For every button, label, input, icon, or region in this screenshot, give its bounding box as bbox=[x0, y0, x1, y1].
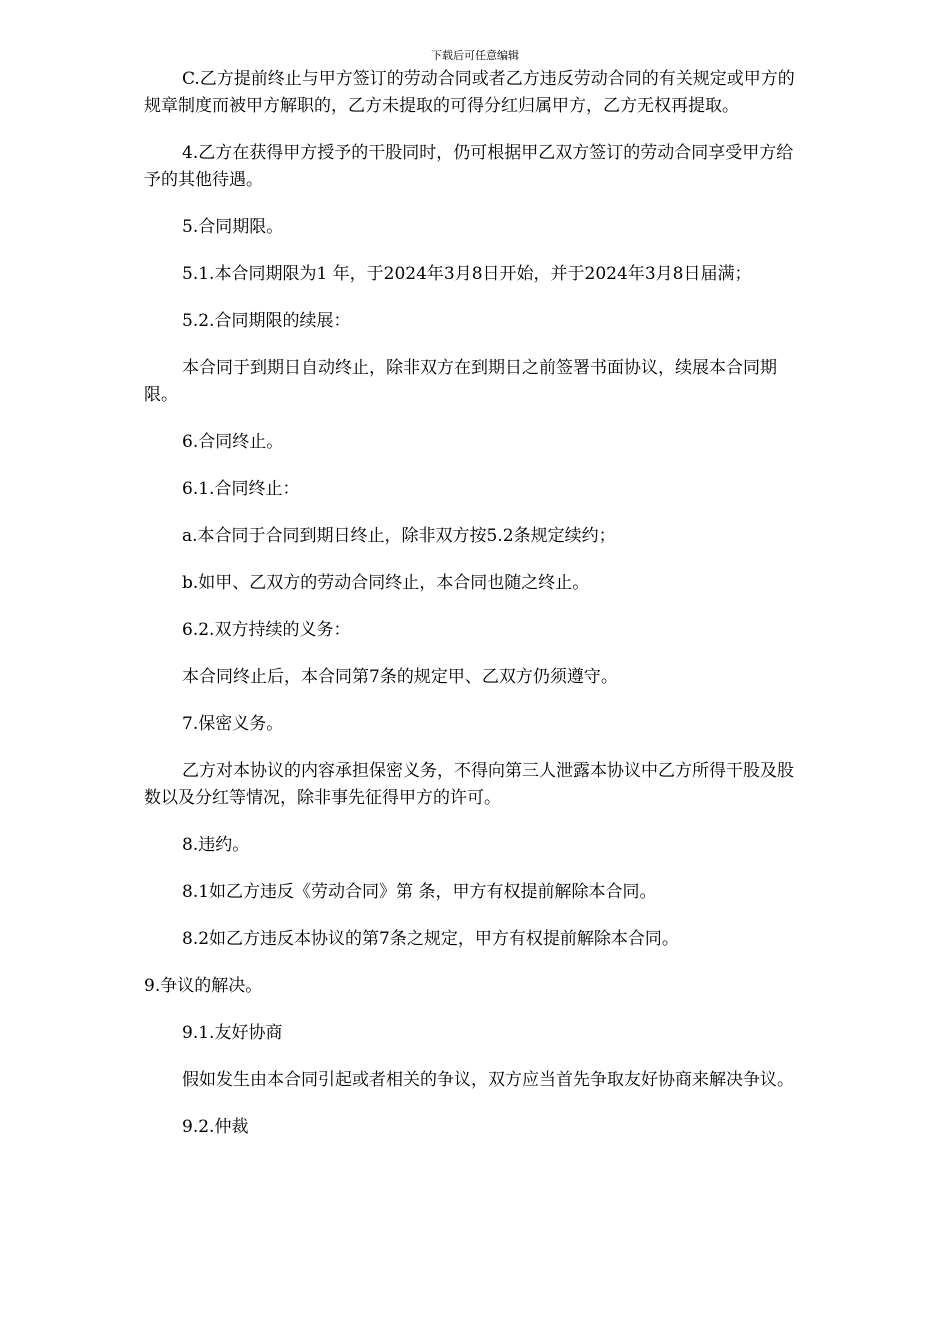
page-header-note: 下载后可任意编辑 bbox=[431, 49, 519, 62]
subsection-heading: 9.2.仲裁 bbox=[182, 1117, 249, 1137]
paragraph: 5.1.本合同期限为1 年，于2024年3月8日开始，并于2024年3月8日届满； bbox=[182, 264, 752, 284]
list-item: b.如甲、乙双方的劳动合同终止，本合同也随之终止。 bbox=[182, 573, 590, 593]
paragraph: 8.2如乙方违反本协议的第7条之规定，甲方有权提前解除本合同。 bbox=[182, 929, 679, 949]
paragraph: 8.1如乙方违反《劳动合同》第 条，甲方有权提前解除本合同。 bbox=[182, 882, 657, 902]
paragraph: 本合同终止后，本合同第7条的规定甲、乙双方仍须遵守。 bbox=[182, 667, 618, 687]
subsection-heading: 5.2.合同期限的续展： bbox=[182, 311, 351, 331]
section-heading: 7.保密义务。 bbox=[182, 714, 284, 734]
paragraph: 4.乙方在获得甲方授予的干股同时，仍可根据甲乙双方签订的劳动合同享受甲方给予的其他待遇。 bbox=[144, 143, 794, 190]
subsection-heading: 9.1.友好协商 bbox=[182, 1023, 283, 1043]
document-body bbox=[144, 66, 808, 1161]
section-heading: 6.合同终止。 bbox=[182, 432, 284, 452]
paragraph: 本合同于到期日自动终止，除非双方在到期日之前签署书面协议，续展本合同期限。 bbox=[144, 358, 777, 405]
section-heading: 5.合同期限。 bbox=[182, 217, 284, 237]
subsection-heading: 6.1.合同终止： bbox=[182, 479, 300, 499]
paragraph: 乙方对本协议的内容承担保密义务，不得向第三人泄露本协议中乙方所得干股及股数以及分红等情况，除非事先征得甲方的许可。 bbox=[144, 761, 794, 808]
subsection-heading: 6.2.双方持续的义务： bbox=[182, 620, 351, 640]
paragraph: C.乙方提前终止与甲方签订的劳动合同或者乙方违反劳动合同的有关规定或甲方的规章制度而被甲方解职的，乙方未提取的可得分红归属甲方，乙方无权再提取。 bbox=[144, 69, 795, 116]
section-heading: 8.违约。 bbox=[182, 835, 250, 855]
list-item: a.本合同于合同到期日终止，除非双方按5.2条规定续约； bbox=[182, 526, 616, 546]
paragraph: 假如发生由本合同引起或者相关的争议，双方应当首先争取友好协商来解决争议。 bbox=[182, 1070, 794, 1090]
section-heading: 9.争议的解决。 bbox=[144, 976, 263, 996]
